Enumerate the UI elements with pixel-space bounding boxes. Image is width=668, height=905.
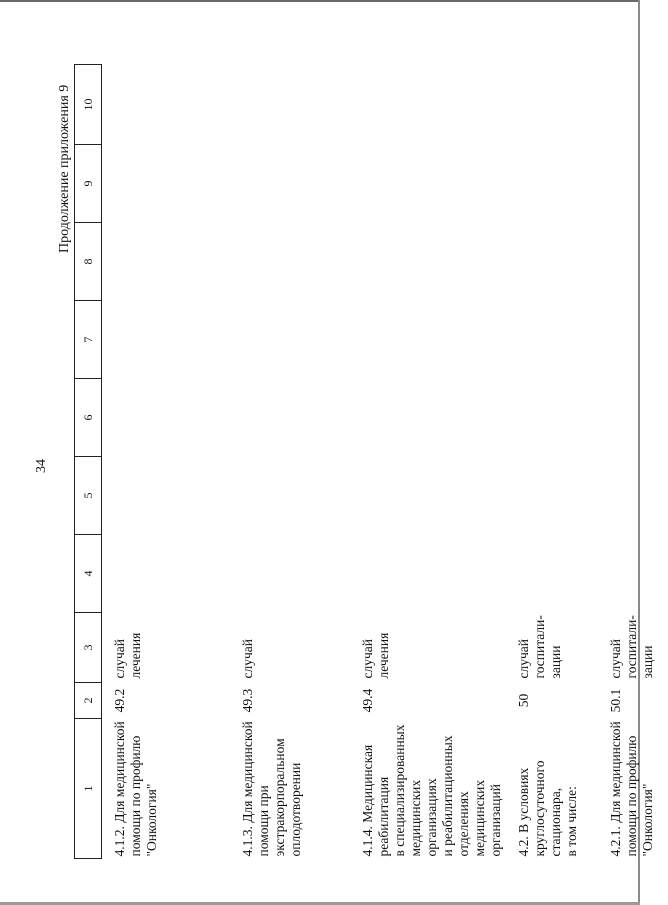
column-number: 10 — [75, 65, 102, 145]
appendix-continuation-caption: Продолжение приложения 9 — [57, 84, 72, 253]
table-row — [230, 65, 350, 859]
row-code: 50.1 — [607, 688, 623, 713]
row-unit: случай лечения — [112, 632, 143, 679]
table-row — [350, 65, 506, 859]
row-code: 49.3 — [239, 688, 255, 713]
column-number: 3 — [75, 613, 102, 683]
table-row — [102, 65, 230, 859]
column-number: 2 — [75, 683, 102, 719]
row-code: 49.2 — [112, 688, 127, 713]
column-number: 4 — [75, 535, 102, 613]
empty-value-cells — [506, 65, 598, 613]
empty-value-cells — [230, 65, 350, 613]
row-name: 4.1.4. Медицинская реабилитация в специализированных медицинских организациях и реабилитационных отделениях медицинских организаций — [359, 724, 503, 857]
column-number: 5 — [75, 457, 102, 535]
column-number: 7 — [75, 301, 102, 379]
empty-value-cells — [350, 65, 506, 613]
appendix-table — [74, 64, 668, 859]
row-name: 4.1.2. Для медицинской помощи по профилю "Онкология" — [112, 721, 159, 857]
row-name: 4.2. В условиях круглосуточного стационара, в том числе: — [515, 760, 579, 857]
column-number: 9 — [75, 145, 102, 223]
column-number: 1 — [75, 719, 102, 859]
row-unit: случай госпитали- зации — [515, 615, 563, 679]
table-row — [506, 65, 598, 859]
row-name: 4.2.1. Для медицинской помощи по профилю "Онкология" — [607, 721, 655, 857]
row-unit: случай госпитали- зации — [607, 615, 655, 679]
table-row — [598, 65, 668, 859]
column-number: 8 — [75, 223, 102, 301]
column-number-row — [75, 65, 102, 859]
empty-value-cells — [598, 65, 668, 613]
row-code: 49.4 — [359, 688, 375, 713]
row-code: 50 — [515, 693, 531, 708]
column-number: 6 — [75, 379, 102, 457]
page-number: 34 — [34, 459, 49, 473]
row-name: 4.1.3. Для медицинской помощи при экстракорпоральном оплодотворении — [239, 721, 303, 857]
row-unit: случай лечения — [359, 632, 391, 679]
empty-value-cells — [102, 65, 230, 613]
row-unit: случай — [239, 639, 255, 679]
